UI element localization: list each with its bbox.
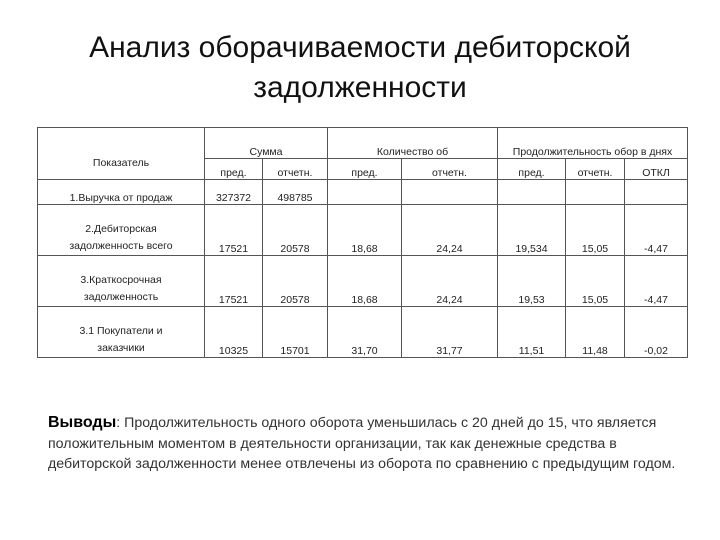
row-label: 1.Выручка от продаж	[38, 180, 205, 205]
cell-count-prev: 31,70	[328, 307, 402, 358]
conclusion-heading: Выводы	[48, 414, 117, 431]
cell-amount-prev: 17521	[205, 205, 263, 256]
conclusion-colon: :	[116, 415, 125, 431]
conclusion-text: Продолжительность одного оборота уменьшилась с 20 дней до 15, что является положительным моментом в деятельности организации, так как денежные средства в дебиторской задолженности менее отвлечены из оборота по сравнению с предыдущим годом.	[48, 415, 676, 472]
sub-duration-prev: пред.	[498, 159, 566, 180]
sub-count-prev: пред.	[328, 159, 402, 180]
cell-amount-report: 20578	[263, 205, 328, 256]
cell-amount-prev: 327372	[205, 180, 263, 205]
row-label-line-2: задолженность	[83, 291, 159, 303]
table-row	[38, 307, 688, 358]
cell-count-report: 31,77	[402, 307, 498, 358]
cell-amount-prev: 17521	[205, 256, 263, 307]
title-line-1: Анализ оборачиваемости дебиторской	[89, 31, 631, 64]
table-row	[38, 256, 688, 307]
header-duration: Продолжительность обор в днях	[498, 128, 688, 159]
cell-deviation	[625, 180, 688, 205]
cell-duration-report: 11,48	[566, 307, 625, 358]
cell-count-prev: 18,68	[328, 205, 402, 256]
row-label-line-1: 2.Дебиторская	[85, 223, 157, 235]
cell-count-prev: 18,68	[328, 256, 402, 307]
row-label	[38, 256, 205, 307]
cell-count-report	[402, 180, 498, 205]
cell-duration-prev	[498, 180, 566, 205]
sub-deviation: ОТКЛ	[625, 159, 688, 180]
row-label-line-2: заказчики	[97, 342, 145, 354]
row-label-line-2: задолженность всего	[69, 240, 173, 252]
cell-count-prev	[328, 180, 402, 205]
row-label	[38, 205, 205, 256]
row-label	[38, 307, 205, 358]
cell-amount-report: 498785	[263, 180, 328, 205]
cell-deviation: -0,02	[625, 307, 688, 358]
cell-deviation: -4,47	[625, 256, 688, 307]
row-label-line-1: 3.1 Покупатели и	[79, 325, 163, 337]
sub-amount-report: отчетн.	[263, 159, 328, 180]
cell-duration-report: 15,05	[566, 256, 625, 307]
cell-amount-prev: 10325	[205, 307, 263, 358]
table-group-header-row	[38, 128, 688, 159]
cell-amount-report: 20578	[263, 256, 328, 307]
cell-count-report: 24,24	[402, 256, 498, 307]
cell-duration-prev: 11,51	[498, 307, 566, 358]
header-count: Количество об	[328, 128, 498, 159]
table-row	[38, 180, 688, 205]
page-title	[0, 28, 720, 108]
cell-duration-prev: 19,534	[498, 205, 566, 256]
title-line-2: задолженности	[253, 71, 467, 104]
turnover-analysis-table	[37, 127, 688, 358]
header-indicator: Показатель	[38, 128, 205, 180]
cell-deviation: -4,47	[625, 205, 688, 256]
cell-duration-report: 15,05	[566, 205, 625, 256]
table-row	[38, 205, 688, 256]
row-label-line-1: 3.Краткосрочная	[80, 274, 162, 286]
sub-count-report: отчетн.	[402, 159, 498, 180]
sub-duration-report: отчетн.	[566, 159, 625, 180]
cell-count-report: 24,24	[402, 205, 498, 256]
cell-duration-report	[566, 180, 625, 205]
header-amount: Сумма	[205, 128, 328, 159]
conclusion-paragraph	[48, 413, 678, 475]
cell-duration-prev: 19,53	[498, 256, 566, 307]
cell-amount-report: 15701	[263, 307, 328, 358]
sub-amount-prev: пред.	[205, 159, 263, 180]
